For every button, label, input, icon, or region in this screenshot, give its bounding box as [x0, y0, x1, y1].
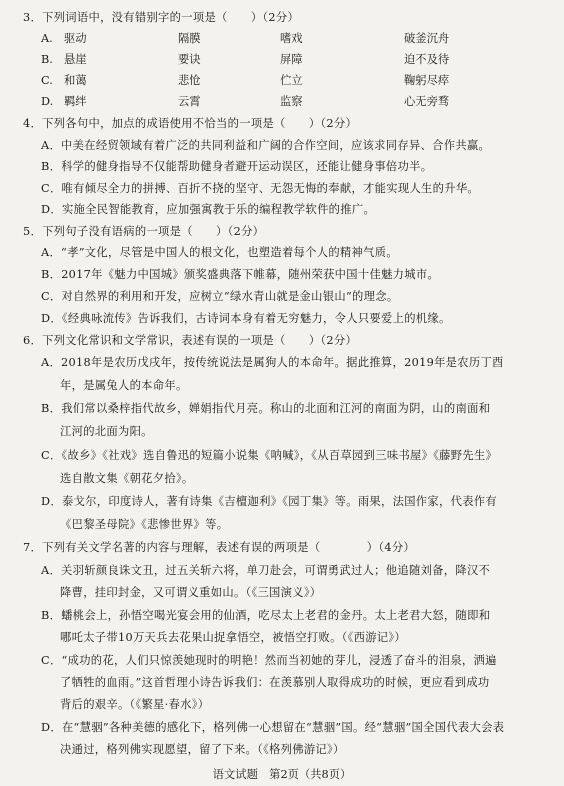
q6-option-b-line-1: B．我们常以桑梓指代故乡，婵娟指代月亮。称山的北面和江河的南面为阴，山的南面和: [41, 402, 491, 415]
q3-c-word-3: 伫立: [280, 74, 303, 87]
q3-letter-a: A.: [41, 32, 53, 45]
q5-option-b: B．2017年《魅力中国城》颁奖盛典落下帷幕，随州荣获中国十佳魅力城市。: [41, 268, 440, 281]
q3-c-word-1: 和蔼: [64, 74, 87, 87]
q3-b-word-2: 要诀: [178, 53, 201, 66]
q7-option-d-line-2: 决通过，格列佛实现愿望，留了下来。（《格列佛游记》）: [60, 743, 345, 756]
q3-b-word-4: 迫不及待: [404, 53, 450, 66]
q6-option-a-line-1: A．2018年是农历戊戌年，按传统说法是属狗人的本命年。据此推算，2019年是农历丁酉: [41, 356, 504, 369]
q7-option-c-line-1: C．“成功的花，人们只惊羡她现时的明艳！然而当初她的芽儿，浸透了奋斗的泪泉，洒遍: [41, 654, 497, 667]
q3-a-word-2: 隔膜: [178, 32, 201, 45]
q3-c-word-2: 悲怆: [178, 74, 201, 87]
q7-option-c-line-3: 背后的艰辛。（《繁星·春水》）: [60, 698, 210, 711]
q6-option-d-line-2: 《巴黎圣母院》《悲惨世界》等。: [60, 518, 229, 531]
q6-option-c-line-1: C．《故乡》《社戏》选自鲁迅的短篇小说集《呐喊》，《从百草园到三味书屋》《藤野先生》: [41, 449, 498, 462]
q7-stem: 7．下列有关文学名著的内容与理解，表述有误的两项是（ ）（4分）: [23, 541, 416, 554]
q6-option-d-line-1: D．泰戈尔，印度诗人，著有诗集《吉檀迦利》《园丁集》等。雨果，法国作家，代表作有: [41, 495, 497, 508]
q3-d-word-3: 监察: [280, 95, 303, 108]
q7-option-d-line-1: D．在“慧骃”各种美德的感化下，格列佛一心想留在“慧骃”国。经“慧骃”国全国代表大会表: [41, 721, 505, 734]
q5-option-c: C．对自然界的利用和开发，应树立“绿水青山就是金山银山”的理念。: [41, 290, 399, 303]
q3-b-word-1: 悬崖: [64, 53, 87, 66]
q3-a-word-4: 破釜沉舟: [404, 32, 450, 45]
q7-option-a-line-2: 降曹，挂印封金，又可谓义重如山。（《三国演义》）: [60, 586, 322, 599]
q3-stem: 3．下列词语中，没有错别字的一项是（ ）（2分）: [23, 11, 300, 24]
q4-option-a: A．中美在经贸领域有着广泛的共同利益和广阔的合作空间，应该求同存异、合作共赢。: [41, 139, 491, 152]
q6-stem: 6．下列文化常识和文学常识，表述有误的一项是（ ）（2分）: [23, 334, 358, 347]
q3-d-word-1: 羁绊: [64, 95, 87, 108]
q6-option-c-line-2: 选自散文集《朝花夕拾》。: [60, 472, 194, 485]
q5-option-d: D．《经典咏流传》告诉我们，古诗词本身有着无穷魅力，令人只要爱上的机缘。: [41, 312, 451, 325]
q5-option-a: A．“孝”文化，尽管是中国人的根文化，也塑造着每个人的精神气质。: [41, 246, 398, 259]
q3-letter-c: C.: [41, 74, 53, 87]
q5-stem: 5．下列句子没有语病的一项是（ ）（2分）: [23, 225, 265, 238]
q7-option-b-line-1: B．蟠桃会上，孙悟空喝光宴会用的仙酒，吃尽太上老君的金丹。太上老君大怒，随即和: [41, 609, 491, 622]
q7-option-a-line-1: A．关羽斩颜良诛文丑，过五关斩六将，单刀赴会，可谓勇武过人；他追随刘备，降汉不: [41, 564, 491, 577]
q3-letter-d: D.: [41, 95, 54, 108]
q6-option-a-line-2: 年，是属兔人的本命年。: [60, 379, 188, 392]
q4-option-d: D．实施全民智能教育，应加强寓教于乐的编程教学软件的推广。: [41, 203, 376, 216]
q6-option-b-line-2: 江河的北面为阳。: [60, 425, 153, 438]
q4-option-c: C．唯有倾尽全力的拼搏、百折不挠的坚守、无怨无悔的奉献，才能实现人生的升华。: [41, 182, 480, 195]
q3-a-word-3: 嗜戏: [280, 32, 303, 45]
page-footer: 语文试题 第2页（共8页）: [212, 768, 352, 781]
q3-d-word-4: 心无旁骛: [404, 95, 450, 108]
q7-option-b-line-2: 哪吒太子带10万天兵去花果山捉拿悟空，被悟空打败。（《西游记》）: [60, 631, 406, 644]
q4-option-b: B．科学的健身指导不仅能帮助健身者避开运动误区，还能让健身事倍功半。: [41, 160, 433, 173]
q3-letter-b: B.: [41, 53, 53, 66]
q3-c-word-4: 鞠躬尽瘁: [404, 74, 450, 87]
q3-b-word-3: 屏障: [280, 53, 303, 66]
q3-d-word-2: 云霄: [178, 95, 201, 108]
q4-stem: 4．下列各句中，加点的成语使用不恰当的一项是（ ）（2分）: [23, 117, 358, 130]
q3-a-word-1: 驱动: [64, 32, 87, 45]
q7-option-c-line-2: 了牺牲的血雨。”这首哲理小诗告诉我们：在羡慕别人取得成功的时候，更应看到成功: [60, 676, 490, 689]
